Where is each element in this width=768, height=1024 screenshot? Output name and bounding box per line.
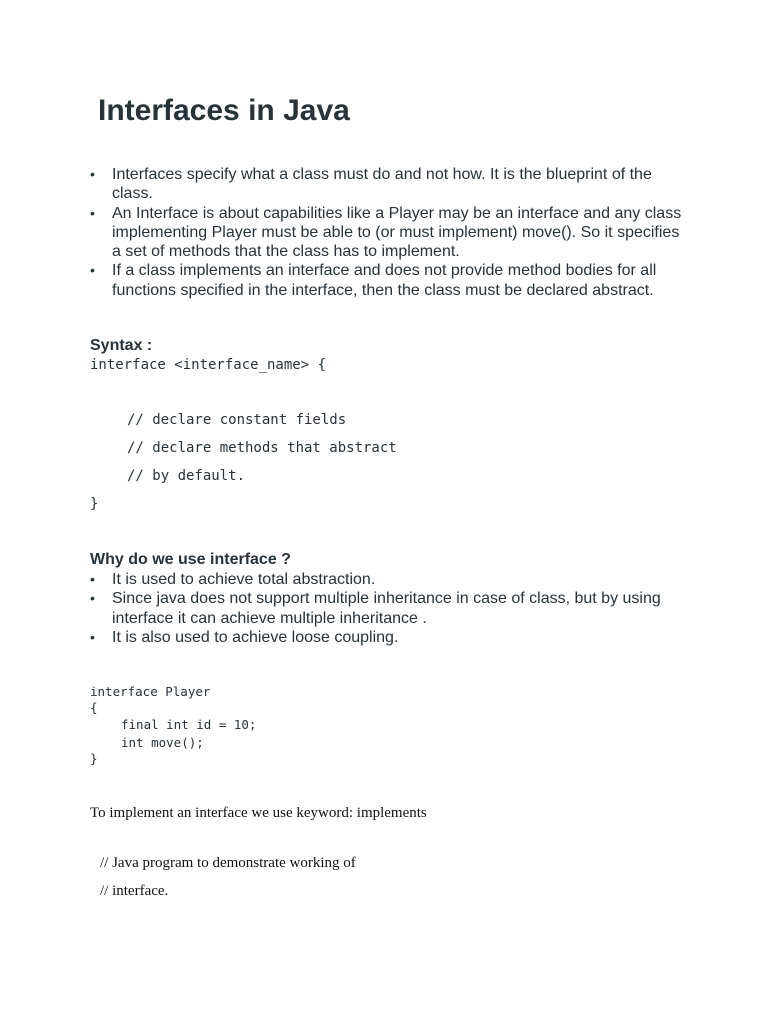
syntax-code-line: // declare constant fields [127, 412, 347, 428]
why-bullet-list [90, 570, 690, 647]
intro-bullet-list [90, 165, 690, 300]
list-item: • An Interface is about capabilities like a Player may be an interface and any class implementing Player must be able to (or must implement) move(). So it specifies a set of methods that the class has to implement. [90, 204, 690, 262]
list-item: • If a class implements an interface and does not provide method bodies for all functions specified in the interface, then the class must be declared abstract. [90, 261, 690, 300]
player-code-line: { [90, 700, 98, 715]
syntax-code-line: interface <interface_name> { [90, 357, 327, 373]
syntax-heading: Syntax : [90, 337, 153, 354]
syntax-code-line: // by default. [127, 468, 246, 484]
program-comment: // interface. [100, 883, 169, 899]
page-title: Interfaces in Java [98, 94, 350, 127]
player-code-line: interface Player [90, 684, 211, 699]
list-item: • It is used to achieve total abstraction. [90, 570, 690, 589]
player-code-line: } [90, 751, 98, 766]
why-heading: Why do we use interface ? [90, 551, 291, 568]
syntax-code-line: // declare methods that abstract [127, 440, 397, 456]
implement-note: To implement an interface we use keyword: implements [90, 805, 427, 821]
program-comment: // Java program to demonstrate working of [100, 855, 356, 871]
player-code-line: final int id = 10; [121, 717, 257, 732]
list-item: • It is also used to achieve loose coupling. [90, 628, 690, 647]
list-item: • Interfaces specify what a class must do and not how. It is the blueprint of the class. [90, 165, 690, 204]
list-item: • Since java does not support multiple inheritance in case of class, but by using interface it can achieve multiple inheritance . [90, 589, 690, 628]
syntax-code-line: } [90, 496, 99, 512]
player-code-line: int move(); [121, 735, 204, 750]
